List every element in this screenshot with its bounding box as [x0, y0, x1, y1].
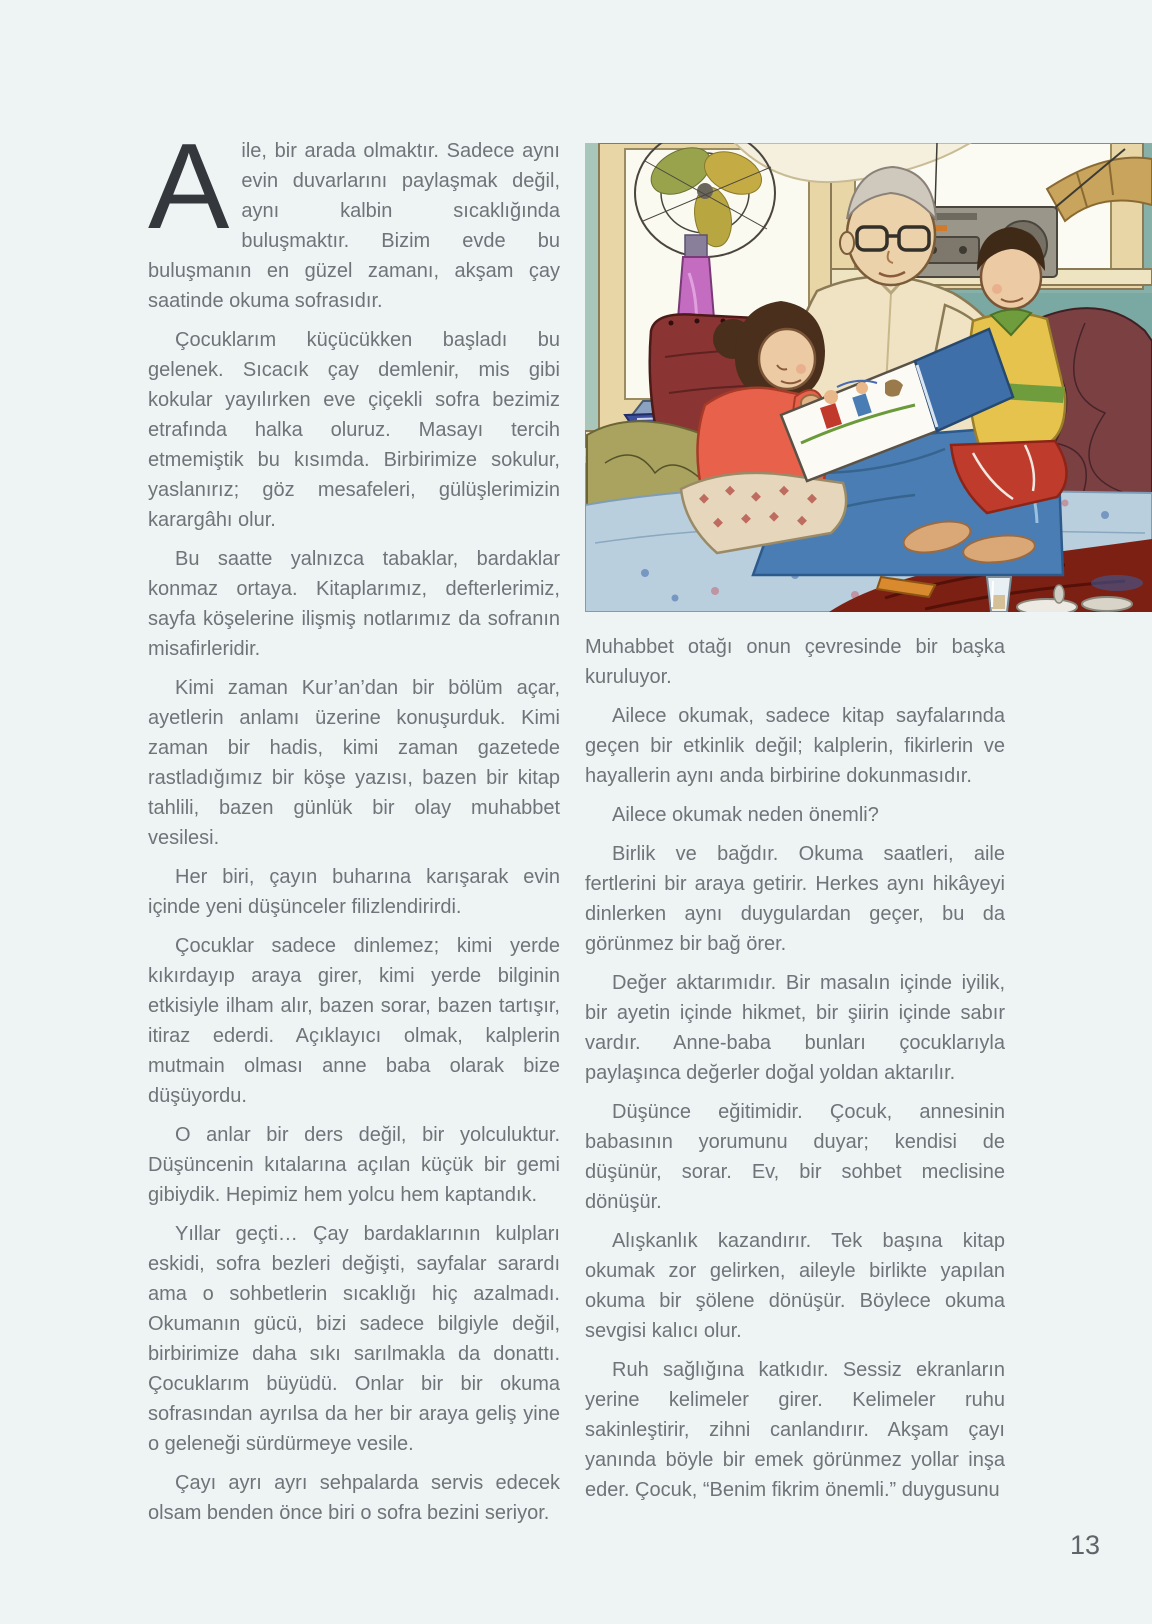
family-reading-illustration — [585, 143, 1152, 612]
paragraph: Birlik ve bağdır. Okuma saatleri, aile fertlerini bir araya getirir. Herkes aynı hikâyeyi dinlerken aynı duygulardan geçer, bu da görünmez bir bağ örer. — [585, 843, 1005, 955]
right-text-column — [585, 632, 1005, 1514]
paragraph: Çocuklar sadece dinlemez; kimi yerde kıkırdayıp araya girer, kimi yerde bilginin etkisiyle ilham alır, bazen sorar, bazen tartışır, itiraz ederdi. Açıklayıcı olmak, kalplerin mutmain olması anne baba olarak bize düşüyordu. — [148, 935, 560, 1107]
paragraph: Bu saatte yalnızca tabaklar, bardaklar konmaz ortaya. Kitaplarımız, defterlerimiz, sayfa köşelerine ilişmiş notlarımız da sofranın misafirleridir. — [148, 548, 560, 660]
paragraph-text: ile, bir arada olmaktır. Sadece aynı evin duvarlarını paylaşmak değil, aynı kalbin sıcaklığında buluşmaktır. Bizim evde bu buluşmanın en güzel zamanı, akşam çay saatinde okuma sofrasıdır. — [148, 140, 560, 312]
paragraph: Çayı ayrı ayrı sehpalarda servis edecek olsam benden önce biri o sofra bezini seriyor. — [148, 1472, 560, 1524]
paragraph: Alışkanlık kazandırır. Tek başına kitap okumak zor gelirken, aileyle birlikte yapılan okuma bir şölene dönüşür. Böylece okuma sevgisi kalıcı olur. — [585, 1230, 1005, 1342]
paragraph: O anlar bir ders değil, bir yolculuktur. Düşüncenin kıtalarına açılan küçük bir gemi gibiydik. Hepimiz hem yolcu hem kaptandık. — [148, 1124, 560, 1206]
paragraph: Ruh sağlığına katkıdır. Sessiz ekranların yerine kelimeler girer. Kelimeler ruhu sakinleştirir, zihni canlandırır. Akşam çayı yanında böyle bir emek görünmez yollar inşa eder. Çocuk, “Benim fikrim önemli.” duygusunu — [585, 1359, 1005, 1501]
paragraph: Ailece okumak neden önemli? — [612, 804, 879, 826]
paragraph-with-dropcap — [148, 118, 560, 316]
drop-cap-letter: A — [148, 118, 230, 254]
illustration-canvas — [585, 143, 1152, 612]
paragraph: Yıllar geçti… Çay bardaklarının kulpları eskidi, sofra bezleri değişti, sayfalar sarardı ama o sohbetlerin sıcaklığı hiç azalmadı. Okumanın gücü, bizi sadece bilgiyle değil, birbirimize daha sıkı sarılmakla da donattı. Çocuklarım büyüdü. Onlar bir bir okuma sofrasından ayrılsa da her bir araya geliş yine o geleneği sürdürmeye vesile. — [148, 1223, 560, 1455]
paragraph: Çocuklarım küçücükken başladı bu gelenek. Sıcacık çay demlenir, mis gibi kokular yayılırken eve çiçekli sofra bezimiz etrafında halka oluruz. Masayı tercih etmemiştik bu kısımda. Birbirimize sokulur, yaslanırız; göz mesafeleri, gülüşlerimizin karargâhı olur. — [148, 329, 560, 531]
left-text-column — [148, 118, 560, 1537]
page-number: 13 — [1069, 1530, 1100, 1560]
paragraph: Muhabbet otağı onun çevresinde bir başka kuruluyor. — [585, 636, 1005, 688]
paragraph: Kimi zaman Kur’an’dan bir bölüm açar, ayetlerin anlamı üzerine konuşurduk. Kimi zaman bir hadis, kimi zaman gazetede rastladığımız bir köşe yazısı, bazen bir kitap tahlili, bazen günlük bir olay muhabbet vesilesi. — [148, 677, 560, 849]
paragraph: Her biri, çayın buharına karışarak evin içinde yeni düşünceler filizlendirirdi. — [148, 866, 560, 918]
paragraph: Değer aktarımıdır. Bir masalın içinde iyilik, bir ayetin içinde hikmet, bir şiirin içinde sabır vardır. Anne-baba bunları çocuklarıyla paylaşınca değerler doğal yoldan aktarılır. — [585, 972, 1005, 1084]
paragraph: Düşünce eğitimidir. Çocuk, annesinin babasının yorumunu duyar; kendisi de düşünür, sorar. Ev, bir sohbet meclisine dönüşür. — [585, 1101, 1005, 1213]
paragraph: Ailece okumak, sadece kitap sayfalarında geçen bir etkinlik değil; kalplerin, fikirlerin ve hayallerin aynı anda birbirine dokunmasıdır. — [585, 705, 1005, 787]
